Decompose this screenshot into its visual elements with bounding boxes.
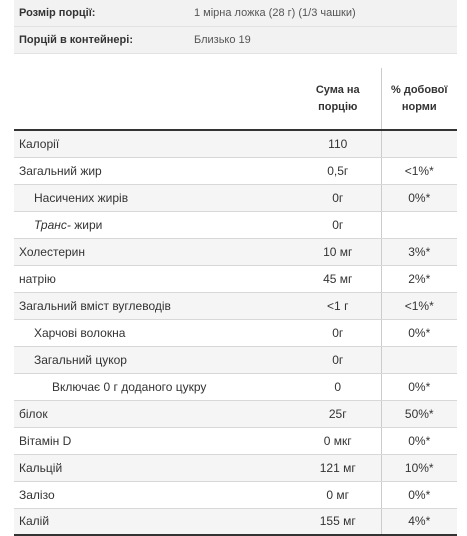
- nutrient-daily-value: [381, 130, 457, 157]
- nutrient-name: [14, 211, 295, 238]
- nutrient-amount: 0,5г: [295, 157, 381, 184]
- table-row: [14, 481, 457, 508]
- table-row: [14, 238, 457, 265]
- nutrient-daily-value: [381, 211, 457, 238]
- nutrient-name-rest: жири: [70, 217, 103, 232]
- nutrition-facts-panel: [14, 0, 457, 536]
- table-row: [14, 373, 457, 400]
- nutrient-amount: 45 мг: [295, 265, 381, 292]
- nutrient-name: Калорії: [14, 130, 295, 157]
- nutrient-daily-value: 3%*: [381, 238, 457, 265]
- table-row: [14, 400, 457, 427]
- nutrient-daily-value: 4%*: [381, 508, 457, 535]
- nutrient-daily-value: 0%*: [381, 373, 457, 400]
- nutrient-name-italic: Транс-: [34, 217, 71, 232]
- nutrient-amount: 110: [295, 130, 381, 157]
- header-dv-line1: % добової: [391, 83, 448, 96]
- servings-per-container-value: Близько 19: [194, 34, 251, 46]
- serving-size-row: [14, 0, 457, 27]
- table-row: [14, 211, 457, 238]
- nutrient-name: Насичених жирів: [14, 184, 295, 211]
- nutrient-amount: 0: [295, 373, 381, 400]
- nutrient-amount: 0г: [295, 346, 381, 373]
- nutrient-daily-value: 0%*: [381, 427, 457, 454]
- table-row: [14, 292, 457, 319]
- header-amount-line1: Сума на: [315, 83, 360, 96]
- header-amount-line2: порцію: [318, 100, 358, 113]
- nutrient-amount: 10 мг: [295, 238, 381, 265]
- table-row: [14, 346, 457, 373]
- header-dv-line2: норми: [401, 100, 437, 113]
- nutrient-amount: 25г: [295, 400, 381, 427]
- nutrient-daily-value: 2%*: [381, 265, 457, 292]
- nutrient-daily-value: 50%*: [381, 400, 457, 427]
- nutrient-daily-value: 0%*: [381, 184, 457, 211]
- table-row: [14, 319, 457, 346]
- nutrient-name: Загальний цукор: [14, 346, 295, 373]
- nutrient-amount: <1 г: [295, 292, 381, 319]
- nutrient-name: натрію: [14, 265, 295, 292]
- nutrient-name: Харчові волокна: [14, 319, 295, 346]
- table-row: [14, 454, 457, 481]
- nutrient-amount: 0г: [295, 184, 381, 211]
- nutrient-name: Загальний жир: [14, 157, 295, 184]
- servings-per-container-label: Порцій в контейнері:: [19, 34, 133, 46]
- serving-size-label: Розмір порції:: [19, 7, 96, 19]
- nutrient-name: білок: [14, 400, 295, 427]
- nutrient-daily-value: 0%*: [381, 319, 457, 346]
- nutrient-name: Залізо: [14, 481, 295, 508]
- nutrient-name: Кальцій: [14, 454, 295, 481]
- table-row: [14, 427, 457, 454]
- table-row: [14, 265, 457, 292]
- nutrition-table: [14, 68, 457, 536]
- table-row: [14, 184, 457, 211]
- nutrient-name: Холестерин: [14, 238, 295, 265]
- serving-size-value: 1 мірна ложка (28 г) (1/3 чашки): [194, 7, 356, 19]
- nutrient-name: Загальний вміст вуглеводів: [14, 292, 295, 319]
- header-blank: [14, 68, 295, 130]
- nutrient-amount: 121 мг: [295, 454, 381, 481]
- table-row: [14, 130, 457, 157]
- nutrient-name: Включає 0 г доданого цукру: [14, 373, 295, 400]
- nutrient-daily-value: [381, 346, 457, 373]
- table-row: [14, 157, 457, 184]
- servings-per-container-row: [14, 27, 457, 54]
- header-amount-per-serving: [295, 68, 381, 130]
- nutrient-amount: 0г: [295, 319, 381, 346]
- header-daily-value: [381, 68, 457, 130]
- nutrient-daily-value: <1%*: [381, 157, 457, 184]
- nutrient-daily-value: 10%*: [381, 454, 457, 481]
- nutrient-amount: 155 мг: [295, 508, 381, 535]
- nutrient-daily-value: 0%*: [381, 481, 457, 508]
- nutrient-daily-value: <1%*: [381, 292, 457, 319]
- nutrition-table-header: [14, 68, 457, 130]
- nutrient-amount: 0г: [295, 211, 381, 238]
- nutrient-amount: 0 мг: [295, 481, 381, 508]
- nutrient-name: Вітамін D: [14, 427, 295, 454]
- nutrient-amount: 0 мкг: [295, 427, 381, 454]
- nutrient-name: Калій: [14, 508, 295, 535]
